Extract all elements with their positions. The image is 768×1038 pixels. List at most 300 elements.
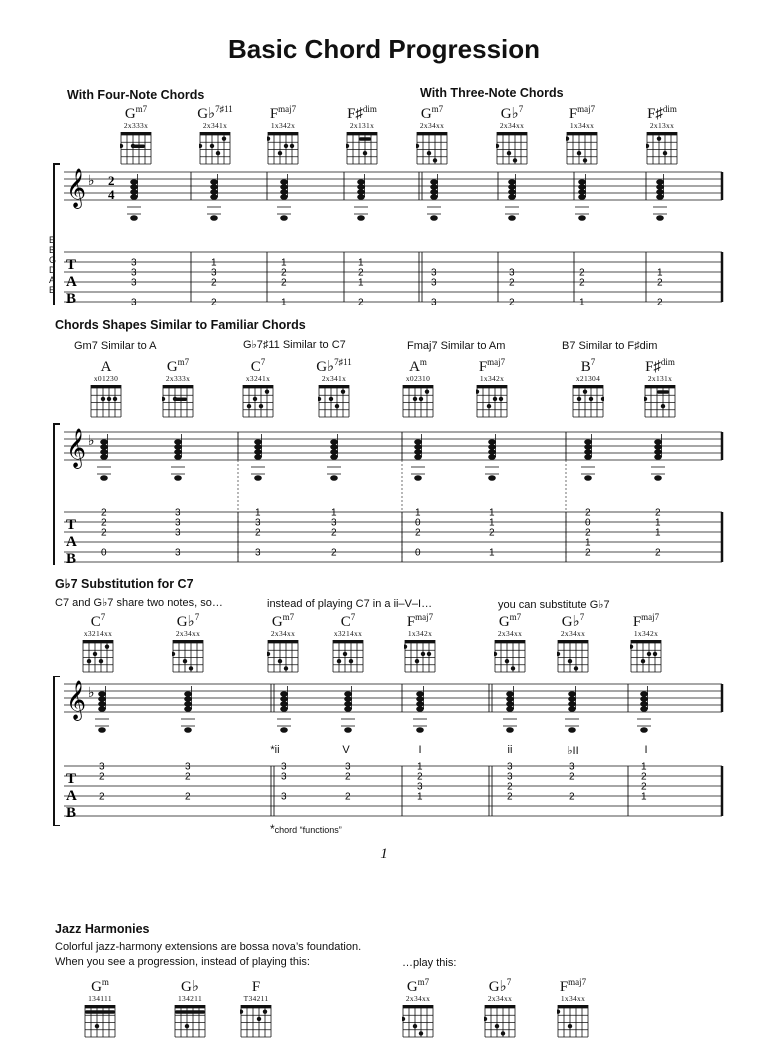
note-head bbox=[640, 701, 648, 707]
chord-name: $F^{maj7}$ bbox=[559, 977, 587, 995]
note-head bbox=[280, 706, 288, 712]
chord-name: $G^{m7}$ bbox=[498, 612, 522, 630]
tab-number: 3 bbox=[175, 547, 181, 559]
tab-number: 3 bbox=[281, 761, 287, 773]
chord-fingering: 2x34xx bbox=[499, 121, 525, 130]
chord-fingering: 2x13xx bbox=[649, 121, 675, 130]
chord-fingering: x3214xx bbox=[83, 629, 113, 638]
tab-number: 1 bbox=[281, 257, 287, 269]
note-head bbox=[98, 701, 106, 707]
chord-name: $C^7$ bbox=[250, 357, 266, 375]
chord-diagram bbox=[480, 975, 520, 1038]
tab-number: 2 bbox=[657, 297, 663, 305]
tab-number: 2 bbox=[101, 517, 107, 529]
tab-number: 0 bbox=[415, 517, 421, 529]
chord-name: $G^{m7}$ bbox=[406, 977, 430, 995]
note-head bbox=[430, 184, 438, 190]
bass-note bbox=[568, 727, 576, 733]
tab-number: 1 bbox=[489, 517, 495, 529]
fretboard-grid bbox=[553, 639, 593, 673]
chord-function-label: I bbox=[644, 744, 648, 756]
note-head bbox=[508, 189, 516, 195]
note-head bbox=[130, 194, 138, 200]
chord-diagram bbox=[168, 610, 208, 673]
fretboard-grid bbox=[314, 384, 354, 418]
chord-name: G♭$^7$ bbox=[488, 977, 512, 995]
tab-clef: A bbox=[66, 788, 77, 804]
tab-number: 2 bbox=[585, 547, 591, 559]
note-head bbox=[568, 706, 576, 712]
tab-number: 3 bbox=[281, 771, 287, 783]
chord-name: $G^m$ bbox=[91, 977, 109, 995]
tab-number: 2 bbox=[415, 527, 421, 539]
tab-number: 3 bbox=[255, 517, 261, 529]
fretboard-grid bbox=[238, 384, 278, 418]
note-head bbox=[584, 449, 592, 455]
tab-number: 2 bbox=[99, 771, 105, 783]
tab-number: 2 bbox=[417, 771, 423, 783]
tab-number: 1 bbox=[358, 257, 364, 269]
tab-number: 2 bbox=[281, 277, 287, 289]
note-head bbox=[98, 706, 106, 712]
tab-number: 0 bbox=[101, 547, 107, 559]
fretboard-grid bbox=[328, 639, 368, 673]
chord-diagram bbox=[263, 102, 303, 165]
tab-number: 2 bbox=[655, 547, 661, 559]
chord-name: G♭$^7$ bbox=[500, 104, 524, 122]
note-head bbox=[174, 449, 182, 455]
note-head bbox=[98, 696, 106, 702]
chord-function-label: V bbox=[342, 744, 350, 756]
chord-name: G♭ bbox=[181, 979, 199, 995]
note-head bbox=[414, 449, 422, 455]
tab-number: 1 bbox=[255, 507, 261, 519]
note-head bbox=[640, 696, 648, 702]
chord-diagram bbox=[195, 102, 235, 165]
chord-name: G♭$^{7♯11}$ bbox=[197, 104, 233, 122]
tab-number: 1 bbox=[281, 297, 287, 305]
time-signature: 4 bbox=[108, 187, 115, 202]
chord-name: $G^{m7}$ bbox=[271, 612, 295, 630]
chord-name: $F^{maj7}$ bbox=[406, 612, 434, 630]
treble-clef: 𝄞 bbox=[66, 168, 87, 208]
bass-note bbox=[254, 475, 262, 481]
note-head bbox=[210, 189, 218, 195]
fretboard-grid bbox=[480, 1004, 520, 1038]
note-head bbox=[184, 696, 192, 702]
tab-number: 3 bbox=[255, 547, 261, 559]
chord-diagram bbox=[640, 355, 680, 418]
fretboard-grid bbox=[553, 1004, 593, 1038]
tab-number: 3 bbox=[507, 761, 513, 773]
tab-number: 1 bbox=[331, 507, 337, 519]
bass-note bbox=[100, 475, 108, 481]
bass-note bbox=[506, 727, 514, 733]
tab-number: 1 bbox=[655, 527, 661, 539]
chord-diagram bbox=[562, 102, 602, 165]
tab-number: 2 bbox=[331, 547, 337, 559]
note-head bbox=[174, 439, 182, 445]
tab-clef: T bbox=[66, 257, 77, 273]
tab-number: 2 bbox=[185, 791, 191, 803]
tab-number: 2 bbox=[345, 791, 351, 803]
note-head bbox=[430, 179, 438, 185]
chord-diagram bbox=[78, 610, 118, 673]
note-head bbox=[280, 179, 288, 185]
note-head bbox=[254, 444, 262, 450]
page-title: Basic Chord Progression bbox=[227, 34, 541, 64]
note-head bbox=[330, 439, 338, 445]
chord-name: $A^m$ bbox=[409, 357, 427, 375]
bass-note bbox=[584, 475, 592, 481]
chord-name: $F^{maj7}$ bbox=[632, 612, 660, 630]
chord-name: $F^{maj7}$ bbox=[478, 357, 506, 375]
note-head bbox=[280, 701, 288, 707]
note-head bbox=[100, 449, 108, 455]
note-head bbox=[584, 439, 592, 445]
note-head bbox=[344, 701, 352, 707]
chord-diagram bbox=[642, 102, 682, 165]
chord-function-label: ♭II bbox=[567, 745, 579, 757]
note-head bbox=[508, 184, 516, 190]
chord-diagram bbox=[342, 102, 382, 165]
note-head bbox=[488, 444, 496, 450]
tab-number: 1 bbox=[358, 277, 364, 289]
chord-diagram bbox=[158, 355, 198, 418]
note-head bbox=[568, 701, 576, 707]
section2-notation bbox=[46, 420, 726, 565]
tab-number: 1 bbox=[641, 761, 647, 773]
note-head bbox=[184, 701, 192, 707]
chord-fingering: 2x131x bbox=[647, 374, 673, 383]
tab-clef: B bbox=[66, 805, 77, 821]
tab-number: 3 bbox=[131, 277, 137, 289]
group-label-1: Gm7 Similar to A bbox=[74, 340, 157, 352]
note-head bbox=[640, 691, 648, 697]
chord-diagram bbox=[398, 975, 438, 1038]
tab-number: 2 bbox=[579, 267, 585, 279]
chord-fingering: 2x34xx bbox=[175, 629, 201, 638]
tab-clef: B bbox=[66, 291, 77, 305]
chord-fingering: 2x341x bbox=[321, 374, 347, 383]
bass-note bbox=[344, 727, 352, 733]
group-label-4: B7 Similar to F♯dim bbox=[562, 340, 658, 352]
bass-note bbox=[416, 727, 424, 733]
tuning-labels: E B G D A E bbox=[49, 235, 57, 295]
chord-fingering: 1x34xx bbox=[569, 121, 595, 130]
note-head bbox=[344, 696, 352, 702]
note-head bbox=[357, 179, 365, 185]
tab-number: 3 bbox=[175, 527, 181, 539]
tab-number: 2 bbox=[585, 507, 591, 519]
tab-number: 1 bbox=[489, 547, 495, 559]
bass-note bbox=[98, 727, 106, 733]
chord-name: F♯$^{dim}$ bbox=[347, 104, 377, 122]
tab-number: 3 bbox=[507, 771, 513, 783]
tab-number: 2 bbox=[101, 507, 107, 519]
note-head bbox=[210, 184, 218, 190]
note-head bbox=[100, 439, 108, 445]
chord-diagram bbox=[328, 610, 368, 673]
section-jazz-harmonies-label: Jazz Harmonies bbox=[55, 922, 150, 936]
tab-number: 2 bbox=[255, 527, 261, 539]
note-head bbox=[280, 189, 288, 195]
note-head bbox=[506, 696, 514, 702]
note-head bbox=[344, 691, 352, 697]
note-head bbox=[280, 184, 288, 190]
chord-fingering: x21304 bbox=[575, 374, 601, 383]
note-head bbox=[184, 691, 192, 697]
chord-diagram bbox=[80, 975, 120, 1038]
tab-number: 2 bbox=[569, 791, 575, 803]
note-head bbox=[584, 454, 592, 460]
note-head bbox=[488, 454, 496, 460]
chord-fingering: 1x342x bbox=[633, 629, 659, 638]
tab-number: 2 bbox=[281, 267, 287, 279]
chord-fingering: x02310 bbox=[405, 374, 431, 383]
tab-number: 2 bbox=[489, 527, 495, 539]
tab-number: 2 bbox=[211, 297, 217, 305]
chord-diagram bbox=[492, 102, 532, 165]
note-head bbox=[357, 189, 365, 195]
caption-1: C7 and G♭7 share two notes, so… bbox=[55, 597, 223, 609]
bass-note bbox=[357, 215, 365, 221]
note-head bbox=[98, 691, 106, 697]
note-head bbox=[357, 194, 365, 200]
chord-name: $G^{m7}$ bbox=[124, 104, 148, 122]
tab-number: 3 bbox=[281, 791, 287, 803]
tab-number: 2 bbox=[657, 277, 663, 289]
bass-note bbox=[280, 215, 288, 221]
chord-fingering: 2x34xx bbox=[497, 629, 523, 638]
bass-note bbox=[488, 475, 496, 481]
tab-number: 3 bbox=[131, 257, 137, 269]
chord-name: $C^7$ bbox=[340, 612, 356, 630]
chord-name: F♯$^{dim}$ bbox=[647, 104, 677, 122]
tab-number: 1 bbox=[641, 791, 647, 803]
note-head bbox=[330, 454, 338, 460]
chord-fingering: 1x342x bbox=[407, 629, 433, 638]
note-head bbox=[416, 701, 424, 707]
fretboard-grid bbox=[400, 639, 440, 673]
footnote-star: * bbox=[270, 822, 275, 836]
note-head bbox=[656, 179, 664, 185]
note-head bbox=[568, 691, 576, 697]
tab-number: 1 bbox=[211, 257, 217, 269]
tab-number: 0 bbox=[415, 547, 421, 559]
chord-diagram bbox=[626, 610, 666, 673]
note-head bbox=[254, 449, 262, 455]
tab-number: 2 bbox=[509, 297, 515, 305]
chord-diagram bbox=[116, 102, 156, 165]
fretboard-grid bbox=[168, 639, 208, 673]
tab-number: 2 bbox=[641, 781, 647, 793]
note-head bbox=[130, 179, 138, 185]
jazz-line-3: …play this: bbox=[402, 957, 457, 969]
chord-name: $F^{maj7}$ bbox=[568, 104, 596, 122]
tab-number: 1 bbox=[415, 507, 421, 519]
note-head bbox=[414, 454, 422, 460]
fretboard-grid bbox=[626, 639, 666, 673]
note-head bbox=[488, 439, 496, 445]
chord-diagram bbox=[553, 610, 593, 673]
tab-number: 3 bbox=[431, 267, 437, 279]
note-head bbox=[210, 194, 218, 200]
note-head bbox=[506, 706, 514, 712]
chord-fingering: T34211 bbox=[243, 994, 269, 1003]
chord-fingering: 2x341x bbox=[202, 121, 228, 130]
tab-number: 3 bbox=[431, 297, 437, 305]
tab-number: 3 bbox=[131, 297, 137, 305]
chord-function-label: I bbox=[418, 744, 422, 756]
time-signature: 2 bbox=[108, 173, 115, 188]
chord-fingering: 2x131x bbox=[349, 121, 375, 130]
tab-number: 1 bbox=[417, 761, 423, 773]
caption-2: instead of playing C7 in a ii–V–I… bbox=[267, 598, 433, 610]
chord-diagram bbox=[170, 975, 210, 1038]
chord-name: $G^{m7}$ bbox=[420, 104, 444, 122]
note-head bbox=[414, 439, 422, 445]
tab-number: 2 bbox=[655, 507, 661, 519]
note-head bbox=[654, 454, 662, 460]
tab-number: 1 bbox=[579, 297, 585, 305]
chord-name: G♭$^7$ bbox=[176, 612, 200, 630]
chord-diagram bbox=[398, 355, 438, 418]
note-head bbox=[656, 194, 664, 200]
system-bracket bbox=[54, 676, 60, 826]
chord-fingering: 2x34xx bbox=[405, 994, 431, 1003]
chord-diagram bbox=[568, 355, 608, 418]
tab-number: 3 bbox=[175, 517, 181, 529]
note-head bbox=[330, 449, 338, 455]
chord-diagram bbox=[314, 355, 354, 418]
tab-number: 2 bbox=[585, 527, 591, 539]
fretboard-grid bbox=[472, 384, 512, 418]
bass-note bbox=[578, 215, 586, 221]
fretboard-grid bbox=[170, 1004, 210, 1038]
bass-note bbox=[174, 475, 182, 481]
chord-fingering: 2x333x bbox=[165, 374, 191, 383]
note-head bbox=[280, 696, 288, 702]
group-label-3: Fmaj7 Similar to Am bbox=[407, 340, 506, 352]
note-head bbox=[357, 184, 365, 190]
note-head bbox=[578, 179, 586, 185]
key-signature-flat: ♭ bbox=[88, 173, 95, 189]
tab-number: 3 bbox=[175, 507, 181, 519]
chord-fingering: 2x34xx bbox=[487, 994, 513, 1003]
bass-note bbox=[508, 215, 516, 221]
note-head bbox=[416, 696, 424, 702]
caption-3: you can substitute G♭7 bbox=[498, 599, 610, 611]
tab-number: 3 bbox=[431, 277, 437, 289]
note-head bbox=[430, 194, 438, 200]
section-three-note-label: With Three-Note Chords bbox=[420, 86, 564, 100]
note-head bbox=[280, 691, 288, 697]
tab-number: 2 bbox=[99, 791, 105, 803]
fretboard-grid bbox=[158, 384, 198, 418]
note-head bbox=[254, 439, 262, 445]
note-head bbox=[508, 194, 516, 200]
tab-clef: A bbox=[66, 274, 77, 290]
tab-number: 2 bbox=[358, 297, 364, 305]
tab-number: 3 bbox=[211, 267, 217, 279]
chord-diagram bbox=[400, 610, 440, 673]
bass-note bbox=[330, 475, 338, 481]
chord-name: $C^7$ bbox=[90, 612, 106, 630]
section1-notation bbox=[46, 160, 726, 305]
chord-fingering: 2x34xx bbox=[270, 629, 296, 638]
fretboard-grid bbox=[236, 1004, 276, 1038]
fretboard-grid bbox=[490, 639, 530, 673]
chord-fingering: x3214xx bbox=[333, 629, 363, 638]
note-head bbox=[654, 444, 662, 450]
tab-number: 1 bbox=[657, 267, 663, 279]
treble-clef: 𝄞 bbox=[66, 680, 87, 720]
tab-number: 3 bbox=[131, 267, 137, 279]
note-head bbox=[330, 444, 338, 450]
chord-fingering: 2x333x bbox=[123, 121, 149, 130]
tab-number: 2 bbox=[641, 771, 647, 783]
tab-number: 2 bbox=[101, 527, 107, 539]
section3-notation bbox=[46, 676, 726, 826]
note-head bbox=[254, 454, 262, 460]
tab-number: 2 bbox=[185, 771, 191, 783]
tab-number: 3 bbox=[509, 267, 515, 279]
chord-name: $G^{m7}$ bbox=[166, 357, 190, 375]
fretboard-grid bbox=[640, 384, 680, 418]
tab-number: 3 bbox=[345, 761, 351, 773]
key-signature-flat: ♭ bbox=[88, 433, 95, 449]
chord-function-label: ii bbox=[507, 744, 513, 756]
tab-number: 2 bbox=[358, 267, 364, 279]
fretboard-grid bbox=[398, 1004, 438, 1038]
chord-diagram bbox=[472, 355, 512, 418]
bass-note bbox=[184, 727, 192, 733]
tab-number: 1 bbox=[489, 507, 495, 519]
note-head bbox=[506, 691, 514, 697]
note-head bbox=[416, 706, 424, 712]
page-number: 1 bbox=[380, 846, 388, 862]
footnote-text: chord “functions” bbox=[274, 825, 342, 835]
bass-note bbox=[640, 727, 648, 733]
chord-diagram bbox=[238, 355, 278, 418]
note-head bbox=[430, 189, 438, 195]
chord-fingering: 134111 bbox=[88, 994, 112, 1003]
tab-clef: A bbox=[66, 534, 77, 550]
tab-number: 2 bbox=[345, 771, 351, 783]
note-head bbox=[174, 444, 182, 450]
chord-name: $F^{maj7}$ bbox=[269, 104, 297, 122]
note-head bbox=[578, 194, 586, 200]
jazz-line-2: When you see a progression, instead of playing this: bbox=[55, 956, 310, 968]
note-head bbox=[656, 184, 664, 190]
fretboard-grid bbox=[568, 384, 608, 418]
tab-number: 2 bbox=[211, 277, 217, 289]
tab-number: 3 bbox=[185, 761, 191, 773]
chord-fingering: 2x34xx bbox=[560, 629, 586, 638]
note-head bbox=[416, 691, 424, 697]
note-head bbox=[130, 184, 138, 190]
note-head bbox=[578, 184, 586, 190]
tab-number: 2 bbox=[579, 277, 585, 289]
bass-note bbox=[130, 215, 138, 221]
section-substitution-label: G♭7 Substitution for C7 bbox=[55, 577, 194, 591]
tab-number: 2 bbox=[509, 277, 515, 289]
bass-note bbox=[280, 727, 288, 733]
chord-fingering: 1x34xx bbox=[560, 994, 586, 1003]
chord-function-label: *ii bbox=[270, 744, 280, 756]
chord-diagram bbox=[490, 610, 530, 673]
